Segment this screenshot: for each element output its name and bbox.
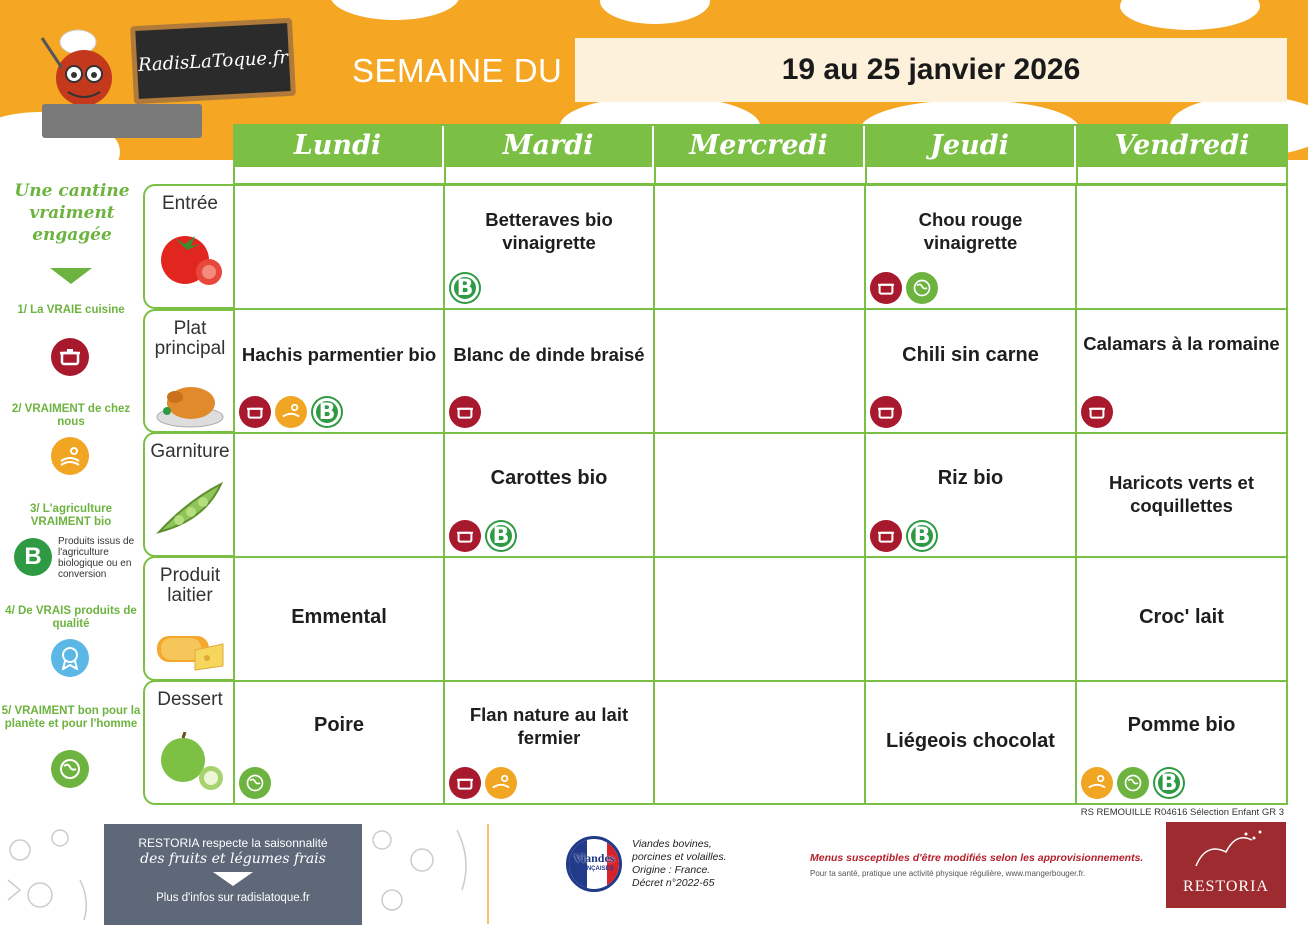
quality-medal-icon (51, 639, 89, 677)
menu-cell (445, 184, 655, 310)
bio-badge-icon: B (487, 522, 515, 550)
local-farm-icon (1081, 767, 1113, 799)
dish-name: Croc' lait (1139, 606, 1224, 628)
local-farm-icon (51, 437, 89, 475)
season-line2: des fruits et légumes frais (140, 851, 326, 867)
column-divider (1076, 167, 1078, 184)
cloud-decoration (600, 0, 710, 24)
day-header-lundi: Lundi (233, 124, 444, 167)
bio-badge-icon: B (908, 522, 936, 550)
planet-icon (239, 767, 271, 799)
apple-icon (155, 732, 225, 790)
day-header-vendredi: Vendredi (1076, 124, 1288, 167)
criterion-title-5: 5/ VRAIMENT bon pour la planète et pour l'homme (1, 705, 141, 730)
cloud-decoration (330, 0, 460, 20)
menu-reference: RS REMOUILLE R04616 Sélection Enfant GR 3 (1080, 807, 1284, 818)
arrow-down-icon (213, 872, 253, 886)
row-label-text: Entrée (162, 193, 218, 214)
local-farm-icon (275, 396, 307, 428)
menu-cell (655, 184, 866, 310)
restoria-brand: RESTORIA (1183, 878, 1269, 895)
health-message: Pour ta santé, pratique une activité physique régulière, www.mangerbouger.fr. (810, 869, 1086, 878)
tomato-icon (155, 228, 225, 286)
day-header-row (233, 124, 1288, 184)
dish-name: Flan nature au lait fermier (469, 704, 629, 748)
menu-cell (1077, 432, 1288, 558)
footer (0, 820, 1308, 925)
week-label: SEMAINE DU (352, 52, 563, 89)
day-header-mercredi: Mercredi (654, 124, 865, 167)
dish-name: Haricots verts et coquillettes (1109, 472, 1254, 516)
engagement-sidebar (0, 160, 142, 810)
bio-note: Produits issus de l'agriculture biologique ou en conversion (58, 536, 135, 580)
column-divider (654, 167, 656, 184)
planet-icon (51, 750, 89, 788)
cooking-pot-icon (870, 520, 902, 552)
cheese-icon (155, 624, 225, 682)
menu-cell (655, 556, 866, 682)
row-label-dessert (143, 680, 233, 805)
meat-info-line: Origine : France. (632, 864, 711, 876)
column-divider (444, 167, 446, 184)
row-label-text: Dessert (157, 689, 223, 710)
menu-cell (233, 184, 445, 310)
dish-name: Chili sin carne (902, 344, 1039, 366)
menu-disclaimer: Menus susceptibles d'être modifiés selon les approvisionnements. (810, 852, 1144, 864)
dish-name: Riz bio (937, 467, 1004, 489)
row-label-text: Plat principal (154, 318, 226, 359)
dish-name: Liégeois chocolat (886, 730, 1055, 752)
menu-cell (655, 432, 866, 558)
bio-letter: B (24, 543, 42, 570)
site-logo (130, 18, 296, 104)
menu-cell (866, 432, 1077, 558)
dish-name: Calamars à la romaine (1083, 333, 1280, 354)
cooking-pot-icon (239, 396, 271, 428)
menu-cell (445, 556, 655, 682)
menu-cell (445, 308, 655, 434)
row-label-laitier (143, 556, 233, 681)
week-dates-box (575, 38, 1287, 102)
seasonality-banner (104, 824, 362, 925)
kitchen-counter-decoration (42, 104, 202, 138)
tagline: Une cantine vraiment engagée (14, 181, 130, 245)
restoria-emblem-icon (1166, 822, 1286, 878)
menu-cell (233, 432, 445, 558)
criterion-title-3: 3/ L'agriculture VRAIMENT bio (30, 503, 112, 528)
menu-cell (866, 556, 1077, 682)
menu-cell (1077, 556, 1288, 682)
bio-badge-icon: B (313, 398, 341, 426)
meat-info-line: porcines et volailles. (632, 851, 727, 863)
dish-name: Hachis parmentier bio (241, 344, 437, 365)
row-label-text: Produit laitier (159, 565, 221, 606)
menu-cell (655, 680, 866, 805)
cloud-decoration (1120, 0, 1260, 30)
row-label-entree (143, 184, 233, 309)
planet-icon (906, 272, 938, 304)
fr-logo-sub: FRANÇAISES (574, 866, 614, 872)
vegetable-doodles-icon (362, 820, 490, 925)
vegetable-doodles-icon (0, 820, 104, 925)
meat-origin-info (632, 838, 727, 890)
menu-cell (866, 308, 1077, 434)
dish-name: Chou rouge vinaigrette (918, 209, 1023, 253)
menu-cell (655, 308, 866, 434)
dish-name: Blanc de dinde braisé (453, 344, 645, 365)
meat-info-line: Décret n°2022-65 (632, 877, 715, 889)
planet-icon (1117, 767, 1149, 799)
bio-badge-icon: B (451, 274, 479, 302)
menu-cell (1077, 308, 1288, 434)
cooking-pot-icon (51, 338, 89, 376)
cooking-pot-icon (449, 396, 481, 428)
row-label-text: Garniture (150, 441, 230, 462)
restoria-logo (1166, 822, 1286, 908)
dish-name: Betteraves bio vinaigrette (485, 209, 613, 253)
day-header-jeudi: Jeudi (865, 124, 1076, 167)
menu-cell (1077, 184, 1288, 310)
local-farm-icon (485, 767, 517, 799)
logo-text: RadisLaToque.fr (137, 46, 289, 76)
bio-icon (14, 538, 52, 576)
fr-logo-text: Viandes (573, 851, 615, 865)
day-header-mardi: Mardi (444, 124, 654, 167)
cooking-pot-icon (870, 396, 902, 428)
dish-name: Emmental (291, 606, 387, 628)
menu-cell (233, 680, 445, 805)
menu-cell (233, 556, 445, 682)
menu-cell (233, 308, 445, 434)
arrow-down-icon (50, 268, 92, 284)
row-label-plat (143, 309, 233, 433)
column-divider (865, 167, 867, 184)
week-dates: 19 au 25 janvier 2026 (781, 53, 1081, 86)
menu-cell (1077, 680, 1288, 805)
row-label-garniture (143, 432, 233, 557)
cooking-pot-icon (449, 767, 481, 799)
criterion-title-2: 2/ VRAIMENT de chez nous (11, 403, 131, 428)
cooking-pot-icon (1081, 396, 1113, 428)
cooking-pot-icon (870, 272, 902, 304)
meat-info-line: Viandes bovines, (632, 838, 712, 850)
criterion-title-4: 4/ De VRAIS produits de qualité (5, 605, 137, 630)
season-line1: RESTORIA respecte la saisonnalité (138, 836, 328, 850)
criterion-title-1: 1/ La VRAIE cuisine (17, 304, 125, 316)
cooking-pot-icon (449, 520, 481, 552)
menu-cell (445, 680, 655, 805)
more-info-link[interactable]: Plus d'infos sur radislatoque.fr (156, 892, 310, 904)
viandes-francaises-logo (566, 836, 622, 892)
roast-chicken-icon (155, 373, 225, 431)
menu-cell (866, 184, 1077, 310)
dish-name: Poire (313, 714, 365, 736)
menu-cell (866, 680, 1077, 805)
bio-badge-icon: B (1155, 769, 1183, 797)
dish-name: Pomme bio (1127, 714, 1236, 736)
peas-icon (155, 480, 225, 538)
menu-cell (445, 432, 655, 558)
dish-name: Carottes bio (490, 467, 608, 489)
